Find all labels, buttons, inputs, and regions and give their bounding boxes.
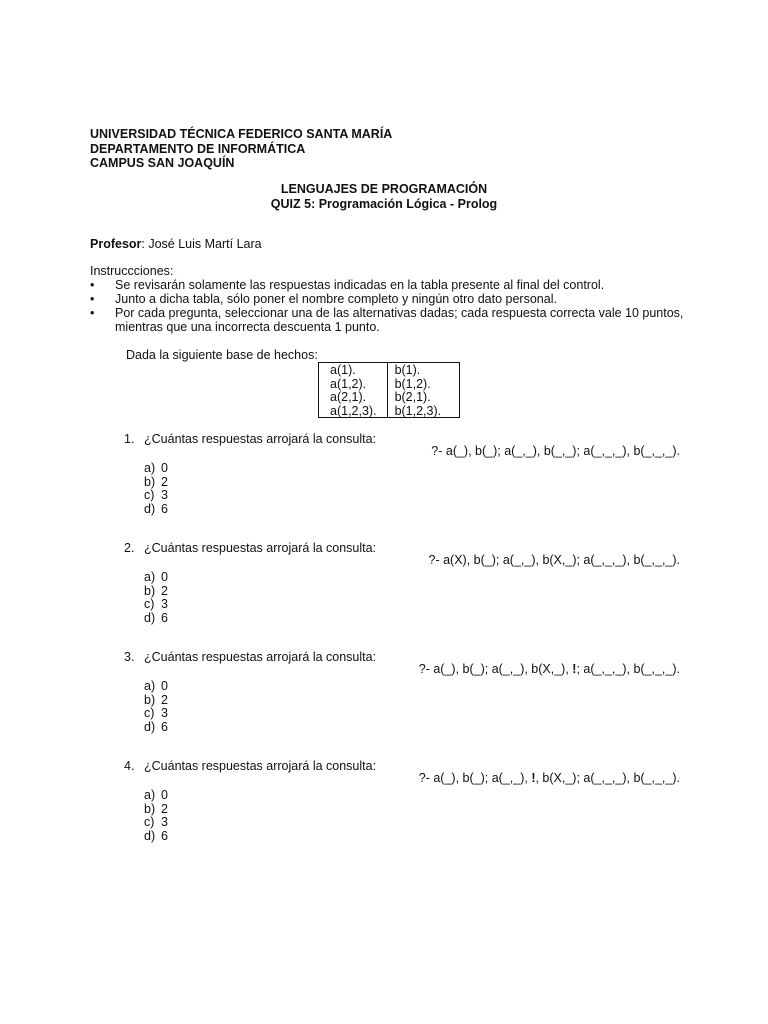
query-part: ?- a(_), b(_); a(_,_), b(X,_), xyxy=(418,662,573,676)
option-letter: b) xyxy=(144,474,156,489)
option-value: 0 xyxy=(161,570,168,584)
question-text: ¿Cuántas respuestas arrojará la consulta: xyxy=(144,759,377,773)
question-number: 4. xyxy=(124,759,135,773)
prolog-query xyxy=(419,771,680,785)
option-value: 0 xyxy=(161,461,168,475)
fact-b: b(2,1). xyxy=(394,390,431,404)
fact-b: b(1,2,3). xyxy=(394,403,442,418)
option-value: 0 xyxy=(161,788,168,802)
option-value: 2 xyxy=(161,583,168,598)
professor-name: : José Luis Martí Lara xyxy=(141,237,262,251)
query-part: , b(X,_); a(_,_,_), b(_,_,_). xyxy=(535,771,680,785)
prolog-query xyxy=(419,662,680,676)
cut-operator: ! xyxy=(531,771,536,785)
query-part: ?- a(_), b(_); a(_,_), xyxy=(418,771,532,785)
option-value: 2 xyxy=(161,474,168,489)
instruction-text: Por cada pregunta, seleccionar una de las alternativas dadas; cada respuesta correcta vale 10 puntos, mientras que una incorrecta descuenta 1 punto. xyxy=(115,306,684,334)
option-letter: c) xyxy=(144,488,155,503)
question-number: 3. xyxy=(124,650,135,664)
question-number: 2. xyxy=(124,541,135,555)
option-value: 3 xyxy=(161,488,168,503)
facts-column-a xyxy=(319,363,388,418)
facts-label: Dada la siguiente base de hechos: xyxy=(126,348,318,362)
course-title: LENGUAJES DE PROGRAMACIÓN xyxy=(280,182,488,196)
university-name: UNIVERSIDAD TÉCNICA FEDERICO SANTA MARÍA xyxy=(90,127,393,141)
option-value: 0 xyxy=(161,679,168,693)
option-value: 6 xyxy=(161,720,168,735)
question-3 xyxy=(124,650,684,735)
document-title xyxy=(0,182,768,211)
instructions-list xyxy=(90,278,690,334)
option-value: 2 xyxy=(161,801,168,816)
option-letter: d) xyxy=(144,829,156,844)
list-item xyxy=(90,292,690,306)
institution-header xyxy=(90,127,392,171)
prolog-query: ?- a(X), b(_); a(_,_), b(X,_); a(_,_,_), b(_,_,_). xyxy=(428,553,680,567)
option-value: 3 xyxy=(161,597,168,612)
cut-operator: ! xyxy=(572,662,577,676)
question-text: ¿Cuántas respuestas arrojará la consulta: xyxy=(144,541,377,555)
instruction-text: Se revisarán solamente las respuestas indicadas en la tabla presente al final del control. xyxy=(115,278,605,292)
instructions-heading: Instruccciones: xyxy=(90,264,174,278)
question-text: ¿Cuántas respuestas arrojará la consulta: xyxy=(144,432,377,446)
option-letter: a) xyxy=(144,679,156,693)
option-value: 3 xyxy=(161,815,168,830)
option-letter: b) xyxy=(144,692,156,707)
option-letter: a) xyxy=(144,570,156,584)
query-part: ; a(_,_,_), b(_,_,_). xyxy=(576,662,680,676)
campus-name: CAMPUS SAN JOAQUÍN xyxy=(90,156,235,170)
option-letter: c) xyxy=(144,706,155,721)
question-text: ¿Cuántas respuestas arrojará la consulta: xyxy=(144,650,377,664)
option-letter: c) xyxy=(144,597,155,612)
fact-b: b(1,2). xyxy=(394,376,431,391)
question-2 xyxy=(124,541,684,626)
fact-b: b(1). xyxy=(394,363,421,377)
professor-label: Profesor xyxy=(90,237,142,251)
option-letter: d) xyxy=(144,611,156,626)
option-letter: a) xyxy=(144,788,156,802)
option-value: 2 xyxy=(161,692,168,707)
department-name: DEPARTAMENTO DE INFORMÁTICA xyxy=(90,141,306,156)
bullet-icon: • xyxy=(90,306,95,320)
option-letter: b) xyxy=(144,583,156,598)
professor-line xyxy=(90,237,262,251)
list-item xyxy=(90,306,690,334)
prolog-query: ?- a(_), b(_); a(_,_), b(_,_); a(_,_,_), b(_,_,_). xyxy=(431,444,680,458)
fact-a: a(1,2). xyxy=(330,376,367,391)
fact-a: a(1). xyxy=(330,363,356,377)
option-letter: b) xyxy=(144,801,156,816)
fact-a: a(2,1). xyxy=(330,390,367,404)
question-4 xyxy=(124,759,684,844)
list-item xyxy=(90,278,690,292)
question-1 xyxy=(124,432,684,517)
option-value: 3 xyxy=(161,706,168,721)
quiz-title: QUIZ 5: Programación Lógica - Prolog xyxy=(270,196,498,211)
option-value: 6 xyxy=(161,611,168,626)
option-letter: c) xyxy=(144,815,155,830)
option-letter: d) xyxy=(144,502,156,517)
option-value: 6 xyxy=(161,829,168,844)
facts-table xyxy=(318,362,460,418)
question-number: 1. xyxy=(124,432,135,446)
option-letter: d) xyxy=(144,720,156,735)
facts-column-b xyxy=(387,363,459,418)
option-letter: a) xyxy=(144,461,156,475)
bullet-icon: • xyxy=(90,278,95,292)
instruction-text: Junto a dicha tabla, sólo poner el nombre completo y ningún otro dato personal. xyxy=(115,292,557,306)
option-value: 6 xyxy=(161,502,168,517)
bullet-icon: • xyxy=(90,292,95,306)
fact-a: a(1,2,3). xyxy=(330,403,377,418)
